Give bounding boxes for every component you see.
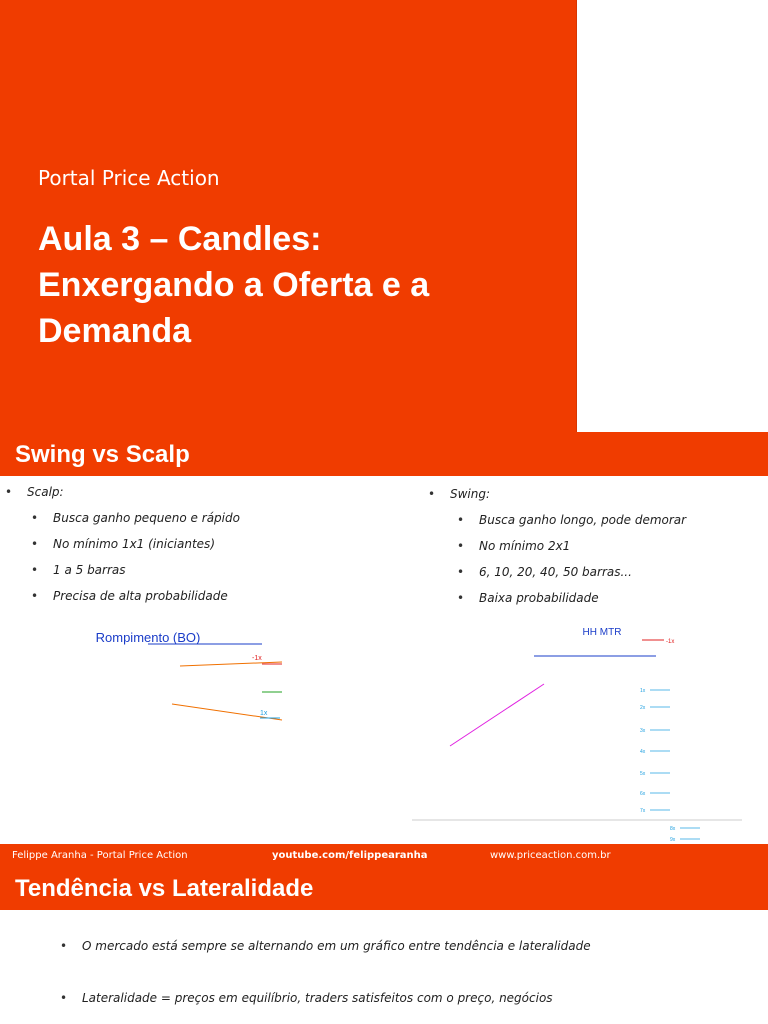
footer-author: Felippe Aranha - Portal Price Action <box>12 850 188 861</box>
trend-item: • Lateralidade = preços em equilíbrio, traders satisfeitos com o preço, negócios <box>82 990 591 1016</box>
swing-item: • Busca ganho longo, pode demorar <box>479 512 686 538</box>
scalp-list <box>27 484 64 510</box>
swing-sublist <box>479 512 686 616</box>
level-label: 1x <box>640 688 646 694</box>
footer-youtube: youtube.com/felippearanha <box>272 850 428 861</box>
breakout-chart-svg <box>36 622 292 838</box>
level-label: 7x <box>640 808 646 814</box>
hh-mtr-chart-svg <box>402 624 748 844</box>
level-label: 2x <box>640 705 646 711</box>
swing-label: • Swing: <box>450 486 490 512</box>
title-line-1: Aula 3 – Candles: <box>38 220 322 258</box>
slide-subtitle: Portal Price Action <box>38 166 220 190</box>
swing-scalp-heading: Swing vs Scalp <box>15 441 190 468</box>
scalp-label: • Scalp: <box>27 484 64 510</box>
hh-mtr-title: HH MTR <box>582 627 622 638</box>
swing-item: • 6, 10, 20, 40, 50 barras... <box>479 564 686 590</box>
scalp-sublist <box>53 510 240 614</box>
level-label: 3x <box>640 728 646 734</box>
breakout-chart-title: Rompimento (BO) <box>95 630 201 645</box>
level-label: 4x <box>640 749 646 755</box>
trend-list <box>82 938 591 1016</box>
trend-line <box>450 684 544 746</box>
trend-heading: Tendência vs Lateralidade <box>15 875 314 902</box>
swing-list <box>450 486 490 512</box>
trend-item: • O mercado está sempre se alternando em um gráfico entre tendência e lateralidade <box>82 938 591 990</box>
hh-mtr-chart <box>402 624 748 844</box>
minus-1x-label: -1x <box>666 639 675 645</box>
title-slide <box>0 0 577 432</box>
level-label: 9x <box>670 837 676 843</box>
swing-item: • Baixa probabilidade <box>479 590 686 616</box>
level-label: 8x <box>670 826 676 832</box>
scalp-item: • Busca ganho pequeno e rápido <box>53 510 240 536</box>
footer-site: www.priceaction.com.br <box>490 850 611 861</box>
scalp-item: • Precisa de alta probabilidade <box>53 588 240 614</box>
title-line-3: Demanda <box>38 312 192 350</box>
title-line-2: Enxergando a Oferta e a <box>38 266 430 304</box>
level-label: 6x <box>640 791 646 797</box>
slide-title <box>38 216 558 354</box>
swing-item: • No mínimo 2x1 <box>479 538 686 564</box>
breakout-chart <box>36 622 292 838</box>
footer-bar <box>0 844 768 910</box>
swing-scalp-header <box>0 432 768 476</box>
plus-1x-label: 1x <box>260 710 268 717</box>
level-label: 5x <box>640 771 646 777</box>
minus-1x-label: -1x <box>252 655 262 662</box>
scalp-item: • No mínimo 1x1 (iniciantes) <box>53 536 240 562</box>
scalp-item: • 1 a 5 barras <box>53 562 240 588</box>
